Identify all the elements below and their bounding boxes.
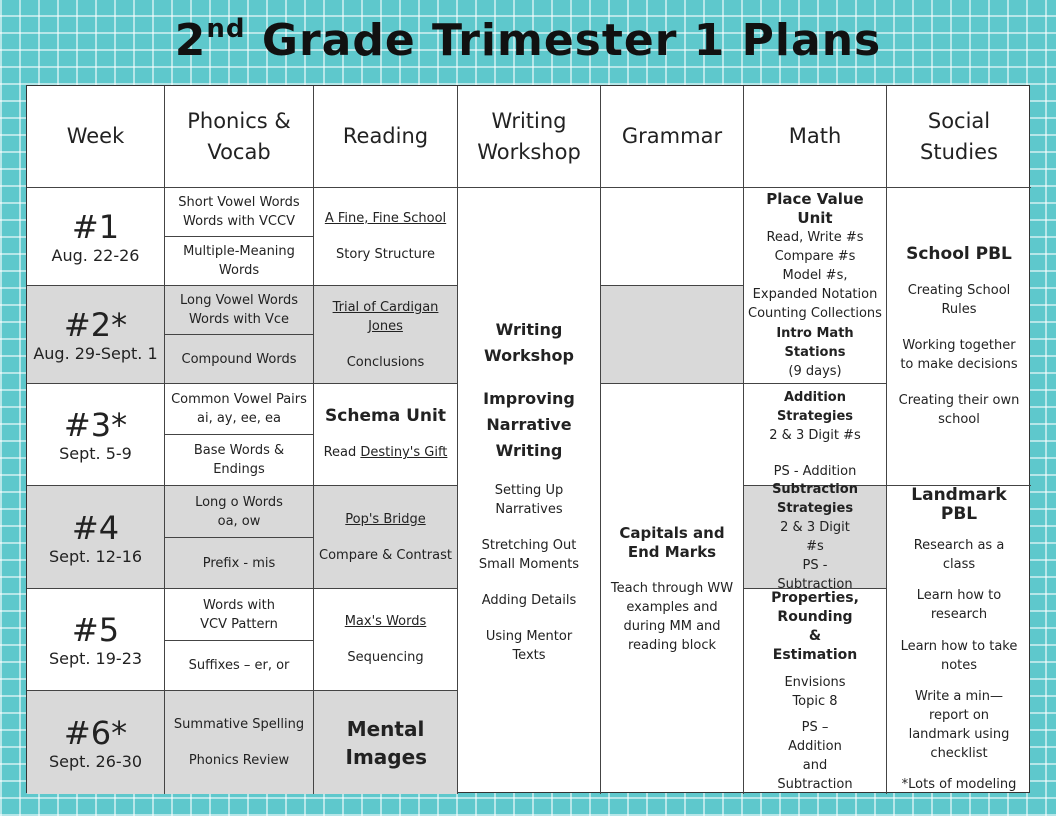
header-grammar: Grammar [601, 86, 744, 188]
week-3: #3* Sept. 5-9 [27, 384, 165, 486]
phonics-cell: Prefix - mis [165, 538, 314, 589]
grammar-week-2 [601, 286, 744, 384]
social-landmark-pbl: Landmark PBL Research as a class Learn how to research Learn how to take notes Write a min—report on landmark using checklist *Lots of modeling [900, 485, 1018, 793]
math-properties: Properties, Rounding & Estimation Envisions Topic 8 PS – Addition and Subtraction [744, 589, 887, 794]
phonics-cell: Multiple-Meaning Words [165, 237, 314, 286]
week-5: #5 Sept. 19-23 [27, 589, 165, 691]
phonics-cell: Long o Words oa, ow [165, 486, 314, 538]
grammar-week-1 [601, 188, 744, 286]
reading-week-5: Max's Words Sequencing [314, 589, 458, 691]
phonics-cell: Suffixes – er, or [165, 641, 314, 691]
page-title: 2nd Grade Trimester 1 Plans [174, 14, 882, 66]
week-4: #4 Sept. 12-16 [27, 486, 165, 589]
plan-table [26, 85, 1030, 793]
math-subtraction: Subtraction Strategies 2 & 3 Digit #s PS - Subtraction [744, 486, 887, 589]
header-week: Week [27, 86, 165, 188]
reading-week-4: Pop's Bridge Compare & Contrast [314, 486, 458, 589]
phonics-cell: Summative Spelling Phonics Review [165, 691, 314, 794]
reading-week-3: Schema Unit Read Destiny's Gift [314, 384, 458, 486]
header-phonics: Phonics & Vocab [165, 86, 314, 188]
reading-week-6: Mental Images [314, 691, 458, 794]
header-reading: Reading [314, 86, 458, 188]
math-place-value: Place Value Unit Read, Write #s Compare #s Model #s, Expanded Notation Counting Collections Intro Math Stations (9 days) [744, 188, 887, 384]
writing-workshop-cell: Writing Workshop Improving Narrative Writing Setting Up Narratives Stretching Out Small Moments Adding Details Using Mentor Texts [458, 188, 601, 794]
phonics-cell: Common Vowel Pairs ai, ay, ee, ea [165, 384, 314, 435]
week-2: #2* Aug. 29-Sept. 1 [27, 286, 165, 384]
phonics-cell: Base Words & Endings [165, 435, 314, 486]
header-math: Math [744, 86, 887, 188]
phonics-cell: Short Vowel Words Words with VCCV [165, 188, 314, 237]
reading-week-2: Trial of Cardigan Jones Conclusions [314, 286, 458, 384]
week-6: #6* Sept. 26-30 [27, 691, 165, 794]
social-school-pbl: School PBL Creating School Rules Working together to make decisions Creating their own school [887, 188, 1031, 486]
grammar-cell: Capitals and End Marks Teach through WW examples and during MM and reading block [601, 384, 744, 794]
header-writing: Writing Workshop [458, 86, 601, 188]
math-addition: Addition Strategies 2 & 3 Digit #s PS - Addition [744, 384, 887, 486]
week-1: #1 Aug. 22-26 [27, 188, 165, 286]
header-social-studies: Social Studies [887, 86, 1031, 188]
reading-week-1: A Fine, Fine School Story Structure [314, 188, 458, 286]
phonics-cell: Words with VCV Pattern [165, 589, 314, 641]
phonics-cell: Long Vowel Words Words with Vce [165, 286, 314, 335]
phonics-cell: Compound Words [165, 335, 314, 384]
